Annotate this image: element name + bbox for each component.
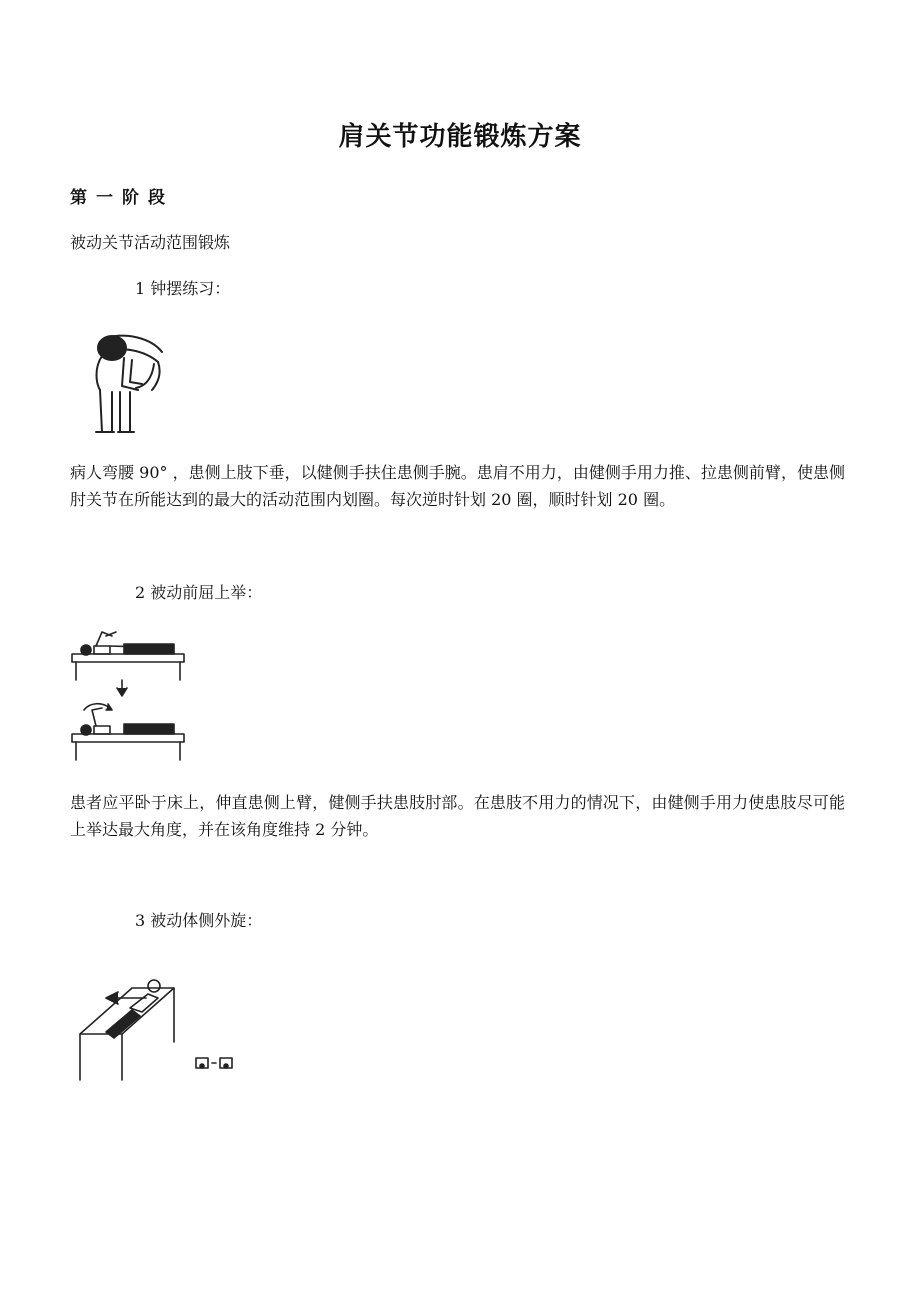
stage-char: 阶 bbox=[122, 188, 139, 208]
exercise-3-title: 3 被动体侧外旋： bbox=[135, 911, 263, 930]
bent-over-person-pendulum-icon bbox=[66, 328, 176, 438]
exercise-1-title: 1 钟摆练习： bbox=[135, 279, 231, 298]
exercise-2-description: 患者应平卧于床上，伸直患侧上臂，健侧手扶患肢肘部。在患肢不用力的情况下，由健侧手用力使患肢尽可能上举达最大角度，并在该角度维持 2 分钟。 bbox=[70, 793, 845, 839]
supine-forward-flexion-icon bbox=[66, 628, 191, 768]
stage-char: 段 bbox=[148, 188, 165, 208]
stage-char: 一 bbox=[96, 188, 113, 208]
section-heading: 被动关节活动范围锻炼 bbox=[70, 233, 231, 252]
exercise-1-description: 病人弯腰 90° ，患侧上肢下垂，以健侧手扶住患侧手腕。患肩不用力，由健侧手用力推、拉患侧前臂，使患侧肘关节在所能达到的最大的活动范围内划圈。每次逆时针划 20 圈，顺时针划 20 圈。 bbox=[70, 463, 845, 509]
stage-char: 第 bbox=[70, 188, 87, 208]
exercise-2-title: 2 被动前屈上举： bbox=[135, 583, 263, 602]
stage-heading bbox=[70, 183, 174, 208]
supine-external-rotation-icon bbox=[66, 972, 246, 1087]
document-title: 肩关节功能锻炼方案 bbox=[338, 122, 582, 152]
